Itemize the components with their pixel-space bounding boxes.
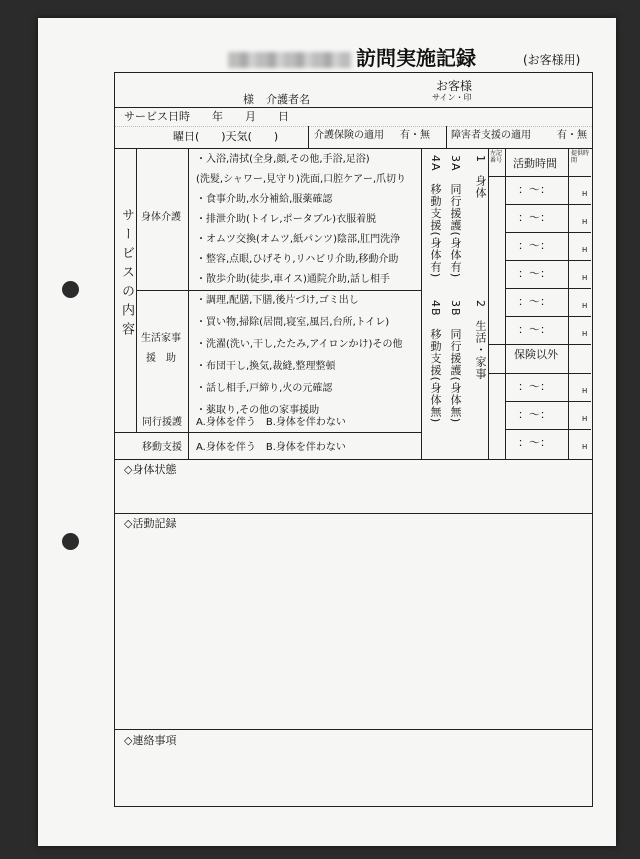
hours-unit: H (582, 246, 588, 254)
hours-unit: H (582, 443, 588, 451)
time-slot-range[interactable]: ：～： (518, 323, 551, 336)
housekeeping-item: ・薬取り,その他の家事援助 (196, 405, 320, 416)
housekeeping-heading-line2: 援 助 (146, 353, 176, 364)
weekday-weather-label: 曜日( )天気( ) (173, 130, 279, 143)
housekeeping-item: ・調理,配膳,下膳,後片づけ,ゴミ出し (196, 295, 359, 306)
activity-record-heading: ◇活動記録 (124, 517, 177, 530)
housekeeping-item: ・話し相手,戸締り,火の元確認 (196, 383, 333, 394)
housekeeping-heading-line1: 生活家事 (141, 333, 181, 344)
physical-care-item: ・食事介助,水分補給,服薬確認 (196, 194, 333, 205)
service-date-label: サービス日時 年 月 日 (124, 110, 289, 123)
activity-time-header: 活動時間 (513, 157, 557, 170)
time-slot-range[interactable]: ：～： (518, 183, 551, 196)
accompany-support-heading: 同行援護 (142, 417, 182, 428)
time-slot-range[interactable]: ：～： (518, 408, 551, 421)
sign-seal-label: サイン・印 (432, 93, 472, 102)
mobility-support-heading: 移動支援 (142, 442, 182, 453)
hours-unit: H (582, 274, 588, 282)
hours-unit: H (582, 302, 588, 310)
time-slot-range[interactable]: ：～： (518, 295, 551, 308)
physical-care-item: (洗髪,シャワー,見守り)洗面,口腔ケアー,爪切り (196, 174, 407, 185)
contact-notes-heading: ◇連絡事項 (124, 734, 177, 747)
physical-care-item: ・整容,点眼,ひげそり,リハビリ介助,移動介助 (196, 254, 399, 265)
time-slot-range[interactable]: ：～： (518, 239, 551, 252)
disability-support-label: 障害者支援の適用 (451, 130, 531, 141)
code-legend-item: 2 生活・家事 (474, 300, 487, 380)
disability-support-value: 有・無 (557, 130, 587, 141)
physical-care-item: ・入浴,清拭(全身,顔,その他,手浴,足浴) (196, 154, 370, 165)
blurred-company-name (228, 52, 351, 68)
insurance-applicable-value: 有・無 (400, 130, 430, 141)
hours-unit: H (582, 190, 588, 198)
physical-care-item: ・排泄介助(トイレ,ポータブル)衣服着脱 (196, 214, 377, 225)
non-insurance-header: 保険以外 (514, 348, 558, 361)
time-slot-range[interactable]: ：～： (518, 267, 551, 280)
code-legend-item: 3B 同行援護(身体無) (449, 300, 462, 424)
hours-unit: H (582, 218, 588, 226)
time-slot-range[interactable]: ：～： (518, 436, 551, 449)
page-title: 訪問実施記録 (356, 46, 476, 70)
customer-sign-label: お客様 (436, 79, 473, 93)
hours-unit: H (582, 330, 588, 338)
service-content-vertical-label: サービスの内容 (119, 208, 134, 341)
code-legend-item: 3A 同行援護(身体有) (449, 155, 462, 279)
caregiver-label: 介護者名 (266, 93, 310, 106)
record-sheet (38, 18, 616, 846)
punch-hole (62, 281, 79, 298)
copy-type-label: (お客様用) (523, 53, 581, 67)
accompany-support-options: A.身体を伴う B.身体を伴わない (196, 417, 346, 428)
physical-care-heading: 身体介護 (141, 212, 181, 223)
body-condition-heading: ◇身体状態 (124, 463, 177, 476)
code-column-header: 左記番号 (490, 150, 503, 164)
mobility-support-options: A.身体を伴う B.身体を伴わない (196, 442, 346, 453)
housekeeping-item: ・洗濯(洗い,干し,たたみ,アイロンかけ)その他 (196, 339, 403, 350)
time-slot-range[interactable]: ：～： (518, 211, 551, 224)
physical-care-item: ・散歩介助(徒歩,車イス)通院介助,話し相手 (196, 274, 391, 285)
housekeeping-item: ・買い物,掃除(居間,寝室,風呂,台所,トイレ) (196, 317, 390, 328)
code-legend-item: 4A 移動支援(身体有) (429, 155, 442, 279)
code-legend-item: 4B 移動支援(身体無) (429, 300, 442, 424)
insurance-applicable-label: 介護保険の適用 (314, 130, 384, 141)
provided-hours-header: 提供時間 (571, 150, 590, 164)
housekeeping-item: ・布団干し,換気,裁縫,整理整頓 (196, 361, 336, 372)
customer-suffix: 様 (243, 93, 254, 106)
hours-unit: H (582, 387, 588, 395)
time-slot-range[interactable]: ：～： (518, 380, 551, 393)
hours-unit: H (582, 415, 588, 423)
code-legend-item: 1 身体 (474, 155, 487, 199)
punch-hole (62, 533, 79, 550)
physical-care-item: ・オムツ交換(オムツ,紙パンツ)陰部,肛門洗浄 (196, 234, 401, 245)
